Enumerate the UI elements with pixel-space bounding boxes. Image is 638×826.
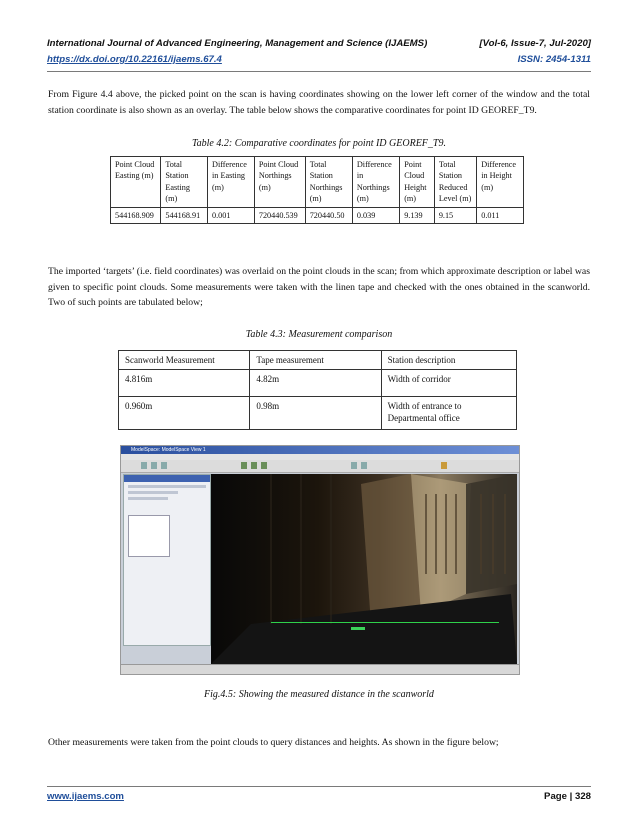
- window-titlebar: [121, 446, 519, 454]
- website-link[interactable]: www.ijaems.com: [47, 791, 124, 802]
- column-header: Total Station Reduced Level (m): [434, 157, 476, 208]
- table-cell: 0.001: [208, 207, 255, 223]
- toolbar-icon: [161, 462, 167, 469]
- column-header: Point Cloud Easting (m): [111, 157, 161, 208]
- column-header: Point Cloud Height (m): [400, 157, 435, 208]
- measurement-line: [271, 622, 499, 623]
- table-cell: 720440.539: [254, 207, 305, 223]
- journal-name: International Journal of Advanced Engineering, Management and Science (IJAEMS): [47, 38, 428, 49]
- paragraph-2: The imported ‘targets’ (i.e. field coordinates) was overlaid on the point clouds in the scan; from which approximate description or label was given to specific point clouds. Some measurements were taken with the linen tape and checked with the ones obtained in the scanworld. Two of such points are tabulated below;: [48, 266, 590, 309]
- volume-info: [Vol-6, Issue-7, Jul-2020]: [479, 38, 591, 49]
- table-cell: 544168.909: [111, 207, 161, 223]
- scanworld-screenshot: [120, 445, 520, 675]
- column-header: Station description: [381, 351, 516, 370]
- table-row: [119, 397, 517, 430]
- table-header-row: [111, 157, 524, 208]
- column-header: Difference in Easting (m): [208, 157, 255, 208]
- measurement-label: [351, 627, 365, 630]
- toolbar-icon: [251, 462, 257, 469]
- column-header: Tape measurement: [250, 351, 381, 370]
- table-row: [111, 207, 524, 223]
- table-cell: 9.15: [434, 207, 476, 223]
- table-4-2-caption: Table 4.2: Comparative coordinates for point ID GEOREF_T9.: [192, 138, 446, 149]
- column-header: Point Cloud Northings (m): [254, 157, 305, 208]
- status-bar: [121, 664, 519, 674]
- column-header: Difference in Northings (m): [352, 157, 399, 208]
- footer-divider: [47, 786, 591, 787]
- table-cell: Width of entrance to Departmental office: [381, 397, 516, 430]
- figure-caption: Fig.4.5: Showing the measured distance in the scanworld: [204, 689, 434, 700]
- column-header: Difference in Height (m): [477, 157, 524, 208]
- doi-link[interactable]: https://dx.doi.org/10.22161/ijaems.67.4: [47, 54, 222, 65]
- page-number: Page | 328: [544, 791, 591, 802]
- table-header-row: [119, 351, 517, 370]
- toolbar-icon: [141, 462, 147, 469]
- toolbar-icon: [261, 462, 267, 469]
- paragraph-1: From Figure 4.4 above, the picked point on the scan is having coordinates showing on the lower left corner of the window and the total station coordinate is also shown as an overlay. The table below shows the comparative coordinates for point ID GEOREF_T9.: [48, 89, 590, 116]
- point-cloud-image: [211, 474, 517, 664]
- column-header: Total Station Northings (m): [305, 157, 352, 208]
- table-cell: 4.816m: [119, 370, 250, 397]
- table-cell: 0.98m: [250, 397, 381, 430]
- table-cell: 0.011: [477, 207, 524, 223]
- toolbar: [121, 460, 519, 473]
- point-cloud-view: [211, 474, 517, 664]
- view-properties-panel: [123, 474, 211, 646]
- toolbar-icon: [241, 462, 247, 469]
- table-4-3-caption: Table 4.3: Measurement comparison: [245, 329, 393, 340]
- table-row: [119, 370, 517, 397]
- paragraph-3: Other measurements were taken from the point clouds to query distances and heights. As shown in the figure below;: [48, 737, 499, 748]
- table-cell: 4.82m: [250, 370, 381, 397]
- measurement-table: [118, 350, 517, 430]
- coordinates-table: [110, 156, 524, 224]
- window-title: ModelSpace: ModelSpace View 1: [131, 447, 206, 453]
- issn: ISSN: 2454-1311: [517, 54, 591, 65]
- table-cell: 9.139: [400, 207, 435, 223]
- column-header: Total Station Easting (m): [161, 157, 208, 208]
- table-cell: 544168.91: [161, 207, 208, 223]
- panel-title: [124, 475, 210, 482]
- toolbar-icon: [441, 462, 447, 469]
- toolbar-icon: [361, 462, 367, 469]
- toolbar-icon: [351, 462, 357, 469]
- table-cell: 720440.50: [305, 207, 352, 223]
- object-list: [128, 515, 170, 557]
- table-cell: 0.039: [352, 207, 399, 223]
- table-cell: 0.960m: [119, 397, 250, 430]
- table-cell: Width of corridor: [381, 370, 516, 397]
- toolbar-icon: [151, 462, 157, 469]
- column-header: Scanworld Measurement: [119, 351, 250, 370]
- header-divider: [47, 71, 591, 72]
